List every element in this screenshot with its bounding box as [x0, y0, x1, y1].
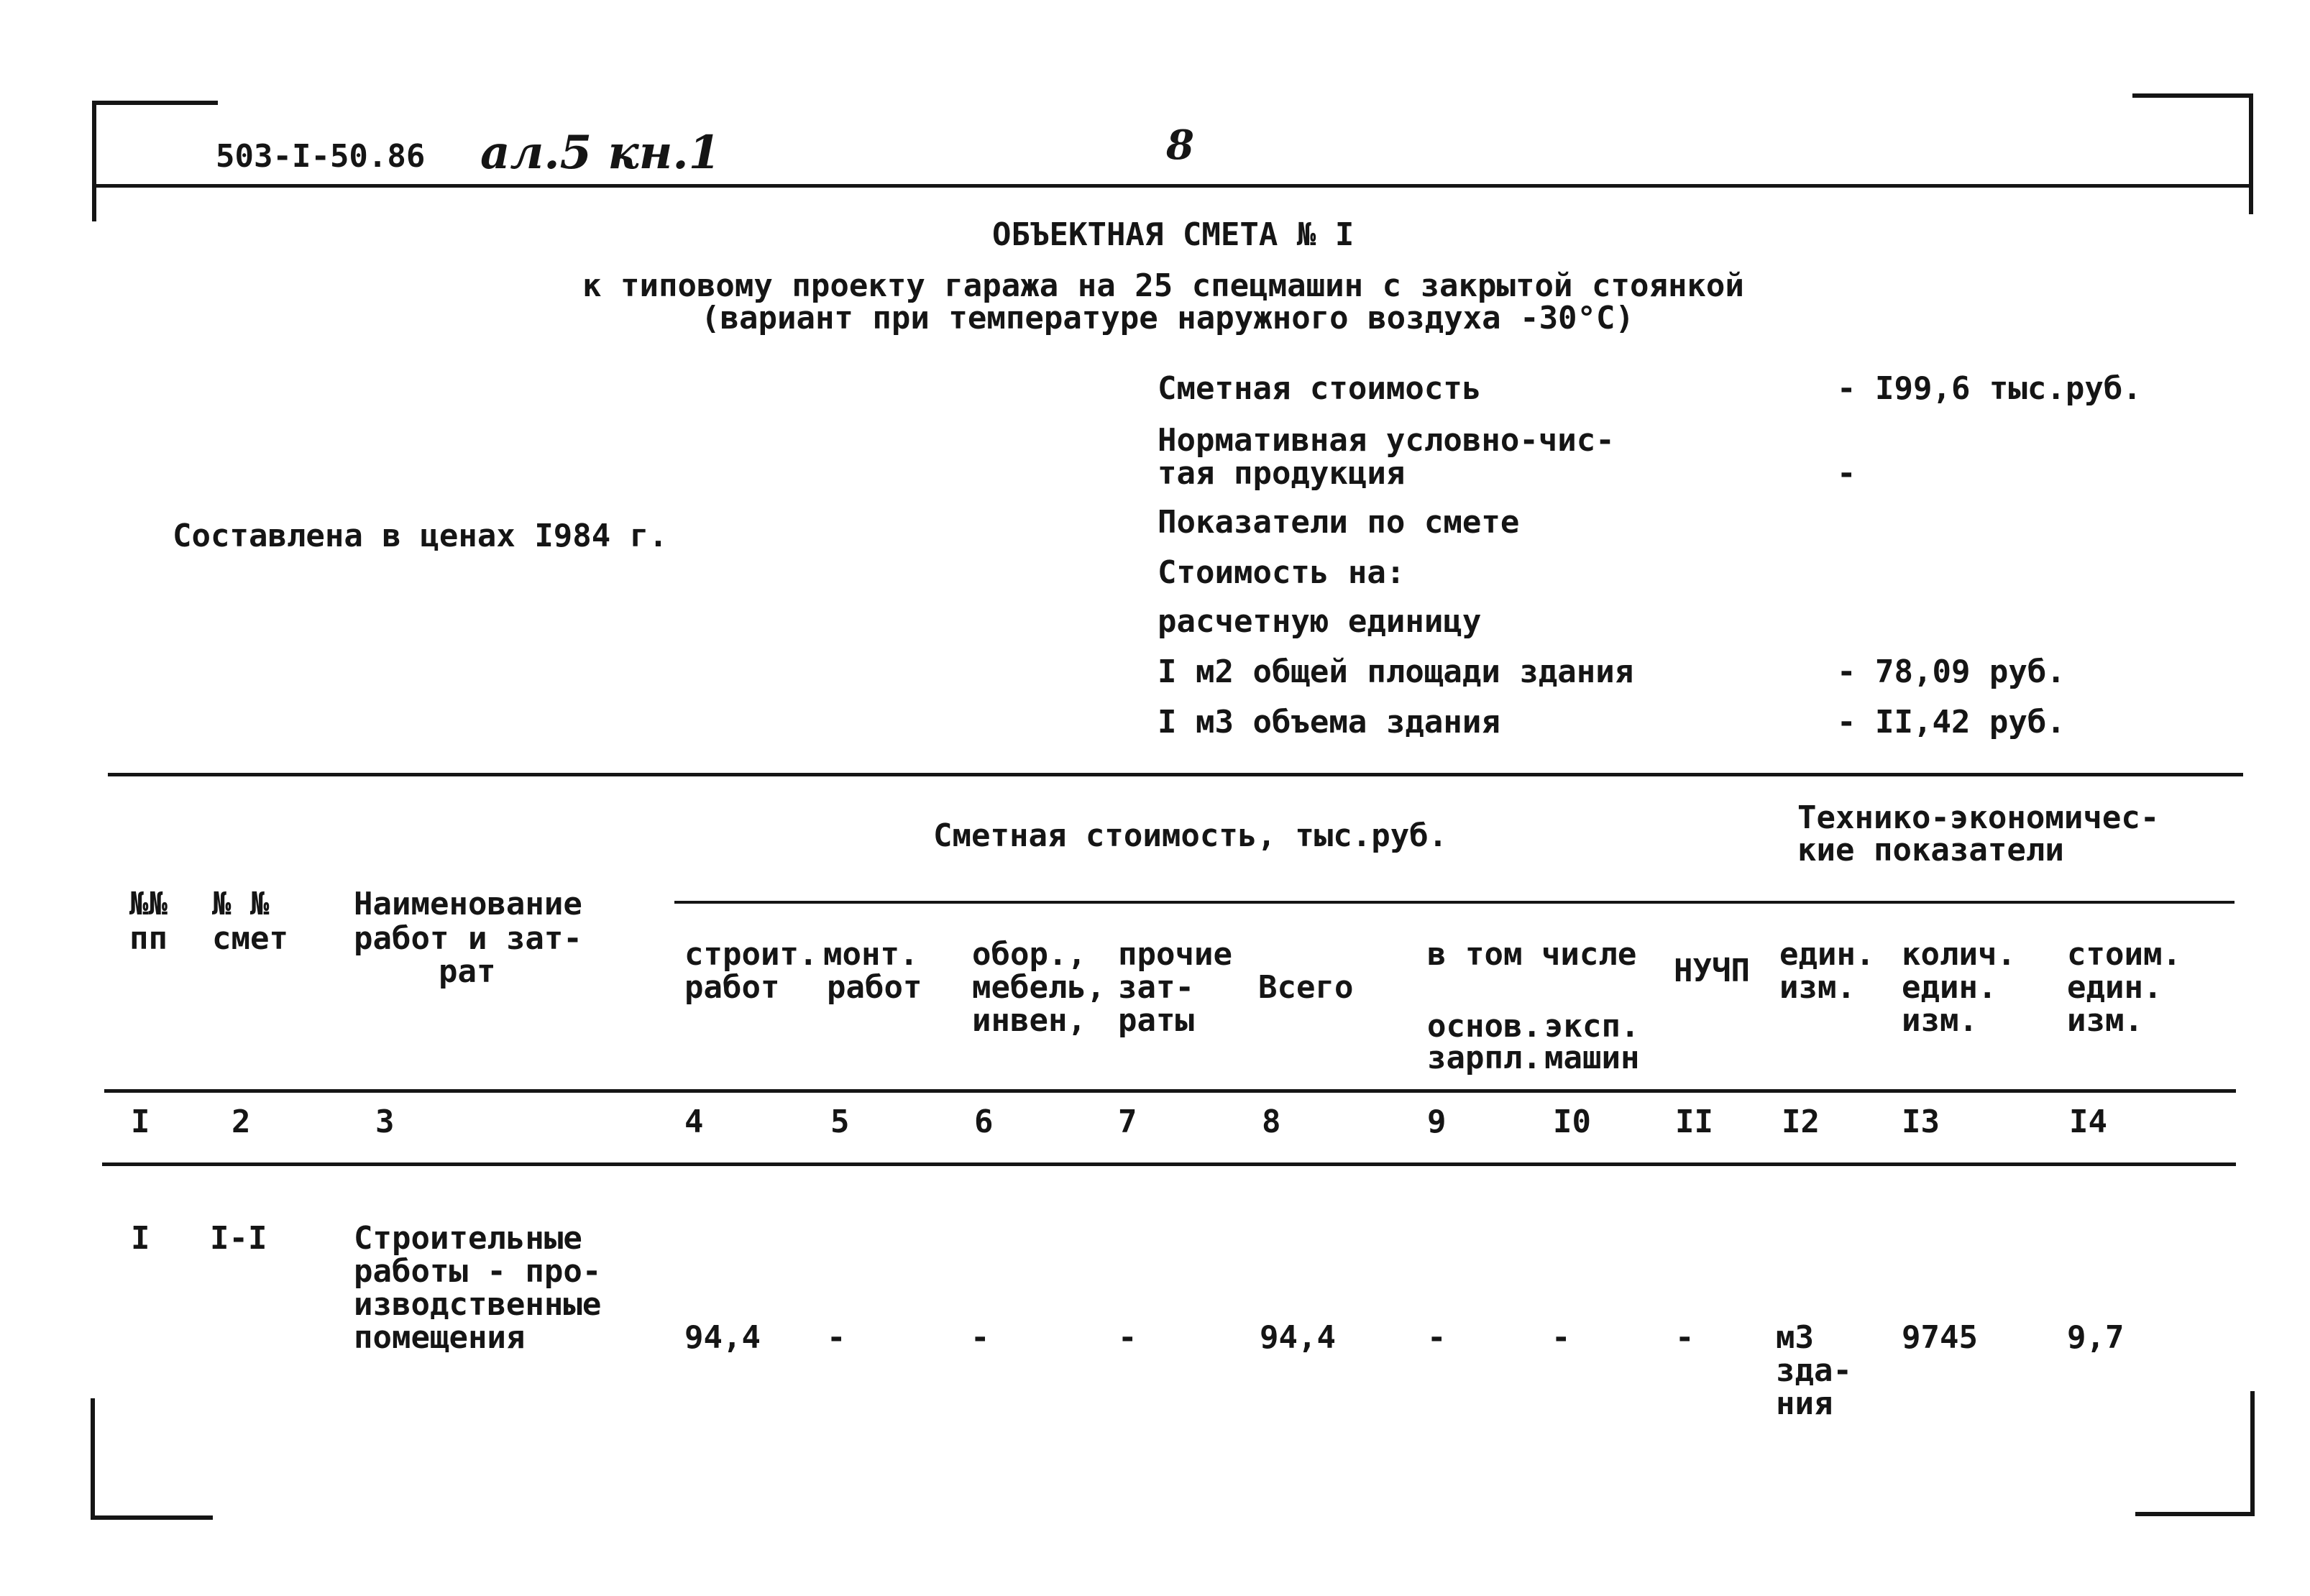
col-header-smet-2: смет	[212, 920, 288, 957]
row-name-3: изводственные	[354, 1286, 602, 1323]
col-header-qty-3: изм.	[1902, 1002, 1978, 1039]
frame-corner-bottom-right-horizontal	[2135, 1512, 2255, 1516]
frame-corner-bottom-right-vertical	[2250, 1391, 2255, 1516]
table-group-rule	[674, 901, 2235, 904]
cost-on-label: Стоимость на:	[1158, 554, 1406, 591]
page-title: ОБЪЕКТНАЯ СМЕТА № I	[992, 216, 1355, 253]
col-number: 4	[684, 1104, 704, 1140]
row-smet: I-I	[210, 1220, 267, 1257]
col-header-unit-1: един.	[1779, 936, 1875, 973]
group-header-tech-2: кие показатели	[1797, 832, 2064, 868]
row-mont: -	[827, 1319, 846, 1356]
group-header-tech-1: Технико-экономичес-	[1797, 799, 2160, 836]
col-number: I3	[1902, 1104, 1940, 1140]
table-numbers-rule	[102, 1162, 2236, 1166]
frame-corner-top-right-horizontal	[2132, 93, 2253, 98]
row-total: 94,4	[1260, 1319, 1336, 1356]
handwritten-note: ал.5 кн.1	[480, 126, 721, 180]
page-number: 8	[1166, 121, 1194, 169]
col-number: 9	[1427, 1104, 1447, 1140]
frame-corner-bottom-left-horizontal	[91, 1515, 213, 1520]
row-name-2: работы - про-	[354, 1253, 602, 1290]
col-number: II	[1675, 1104, 1713, 1140]
col-header-cost-1: стоим.	[2067, 936, 2181, 973]
row-wage: -	[1427, 1319, 1447, 1356]
col-header-equip-1: обор.,	[972, 936, 1086, 973]
row-unit-3: ния	[1776, 1385, 1833, 1422]
col-number: I0	[1553, 1104, 1591, 1140]
col-header-wage-2: зарпл.	[1427, 1040, 1541, 1076]
col-header-build-2: работ	[684, 969, 780, 1006]
col-header-cost-3: изм.	[2067, 1002, 2143, 1039]
row-build: 94,4	[684, 1319, 761, 1356]
col-header-other-2: зат-	[1118, 969, 1194, 1006]
col-header-name-2: работ и зат-	[354, 920, 582, 957]
col-header-other-1: прочие	[1118, 936, 1232, 973]
col-number: 2	[232, 1104, 251, 1140]
row-mach: -	[1552, 1319, 1571, 1356]
frame-corner-top-right-vertical	[2249, 93, 2253, 214]
calc-unit-label: расчетную единицу	[1158, 603, 1482, 640]
frame-corner-bottom-left-vertical	[91, 1398, 95, 1520]
col-number: I4	[2069, 1104, 2107, 1140]
col-header-total: Всего	[1258, 969, 1354, 1006]
col-header-mont-2: работ	[827, 969, 922, 1006]
normative-product-value: -	[1837, 455, 1856, 492]
col-number: 6	[974, 1104, 994, 1140]
row-pp: I	[131, 1220, 150, 1257]
col-header-mont-1: монт.	[823, 936, 919, 973]
col-header-qty-2: един.	[1902, 969, 1997, 1006]
row-other: -	[1118, 1319, 1137, 1356]
row-qty: 9745	[1902, 1319, 1978, 1356]
col-header-pp-1: №№	[129, 886, 168, 922]
frame-corner-top-left-vertical	[92, 101, 96, 221]
col-header-smet-1: № №	[212, 886, 270, 922]
col-header-name-1: Наименование	[354, 886, 582, 922]
estimated-cost-value: - I99,6 тыс.руб.	[1837, 370, 2142, 407]
col-number: 5	[830, 1104, 850, 1140]
col-header-build-1: строит.	[684, 936, 818, 973]
row-nuchp: -	[1675, 1319, 1695, 1356]
composed-in-prices: Составлена в ценах I984 г.	[173, 518, 668, 554]
col-header-wage-1: основ.	[1427, 1008, 1541, 1045]
per-m2-label: I м2 общей площади здания	[1158, 653, 1634, 690]
col-number: 3	[375, 1104, 395, 1140]
row-unit-2: зда-	[1776, 1352, 1852, 1389]
col-header-cost-2: един.	[2067, 969, 2163, 1006]
col-number: I2	[1782, 1104, 1820, 1140]
col-header-mach-2: машин	[1544, 1040, 1640, 1076]
col-header-other-3: раты	[1118, 1002, 1194, 1039]
header-rule	[92, 184, 2253, 188]
col-number: I	[131, 1104, 150, 1140]
frame-corner-top-left-horizontal	[92, 101, 218, 105]
doc-code: 503-I-50.86	[216, 138, 426, 175]
normative-product-label-1: Нормативная условно-чис-	[1158, 422, 1615, 459]
col-header-qty-1: колич.	[1902, 936, 2016, 973]
col-number: 7	[1118, 1104, 1137, 1140]
col-header-mach-1: эксп.	[1544, 1008, 1640, 1045]
row-name-1: Строительные	[354, 1220, 582, 1257]
col-header-unit-2: изм.	[1779, 969, 1856, 1006]
per-m3-value: - II,42 руб.	[1837, 704, 2066, 740]
indicators-label: Показатели по смете	[1158, 504, 1520, 541]
col-header-name-3: рат	[439, 953, 496, 990]
col-header-equip-3: инвен,	[972, 1002, 1086, 1039]
row-unit-1: м3	[1776, 1319, 1814, 1356]
per-m3-label: I м3 объема здания	[1158, 704, 1500, 740]
row-equip: -	[971, 1319, 990, 1356]
row-cost: 9,7	[2067, 1319, 2125, 1356]
subtitle-line-1: к типовому проекту гаража на 25 спецмашин с закрытой стоянкой	[582, 267, 1744, 304]
col-header-nuchp: НУЧП	[1674, 953, 1750, 989]
estimated-cost-label: Сметная стоимость	[1158, 370, 1482, 407]
col-number: 8	[1262, 1104, 1281, 1140]
col-header-pp-2: пп	[129, 920, 168, 957]
subtitle-line-2: (вариант при температуре наружного воздуха -30°С)	[701, 300, 1635, 336]
per-m2-value: - 78,09 руб.	[1837, 653, 2066, 690]
col-header-equip-2: мебель,	[972, 969, 1106, 1006]
col-header-including: в том числе	[1427, 936, 1637, 973]
group-header-cost: Сметная стоимость, тыс.руб.	[933, 817, 1448, 854]
normative-product-label-2: тая продукция	[1158, 455, 1406, 492]
row-name-4: помещения	[354, 1319, 526, 1356]
table-top-rule	[108, 773, 2243, 776]
table-header-rule	[104, 1089, 2236, 1093]
